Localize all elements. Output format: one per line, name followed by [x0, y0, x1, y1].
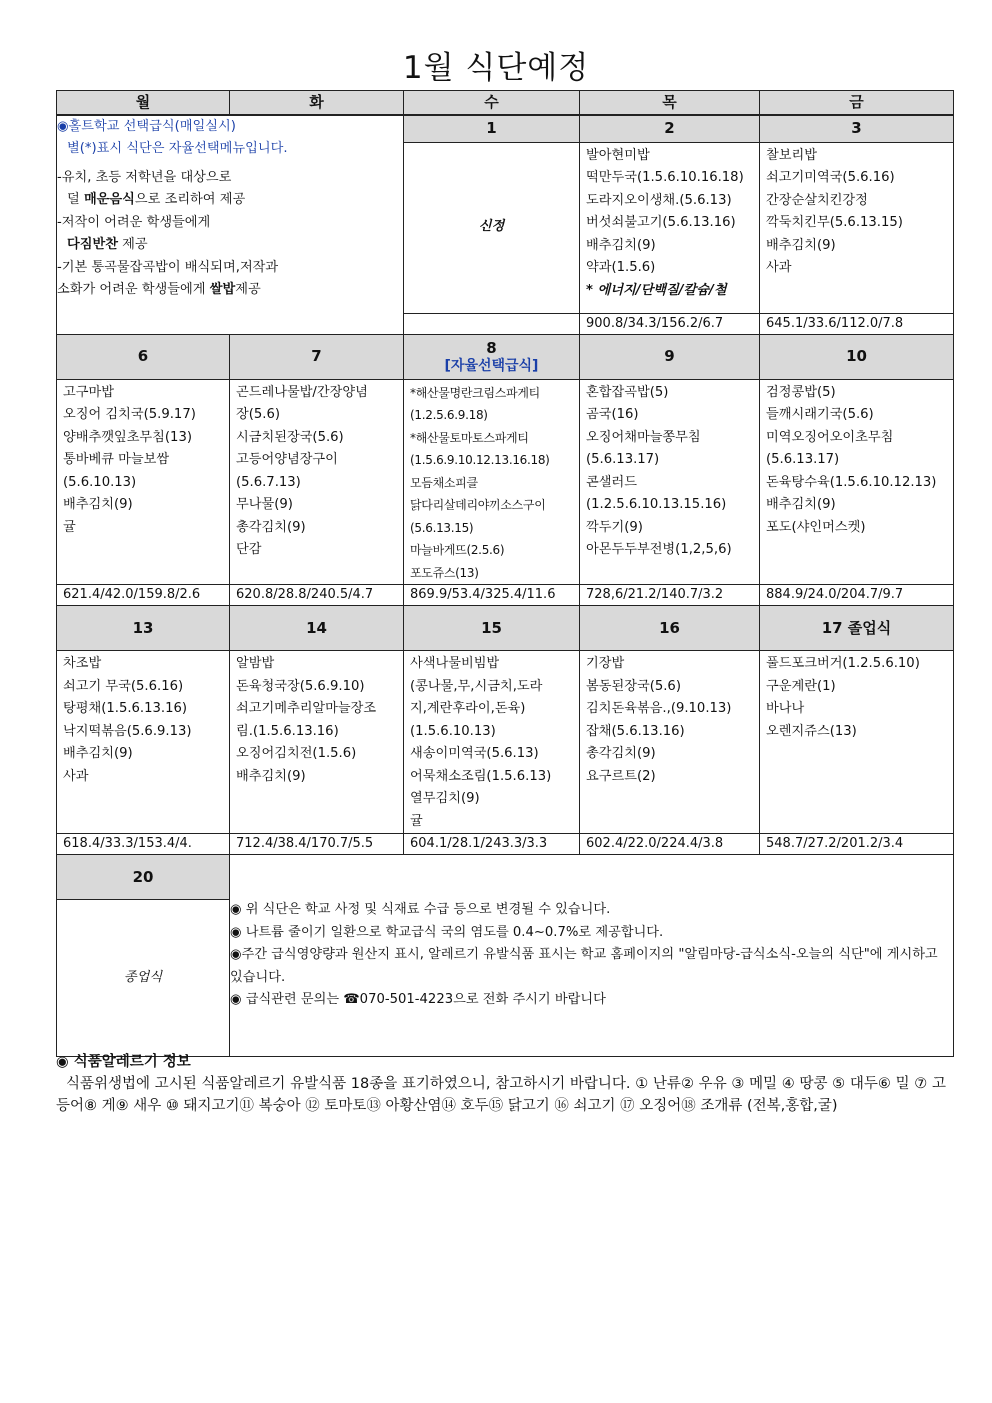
menu-item: 배추김치(9) [766, 497, 836, 512]
menu-item: (5.6.13.17) [766, 452, 840, 467]
weekday-wed: 수 [404, 91, 580, 115]
notice-line: 덜 매운음식으로 조리하여 제공 [67, 192, 246, 207]
nutrition-info: 869.9/53.4/325.4/11.6 [404, 585, 580, 606]
menu-item: 버섯쇠불고기(5.6.13.16) [586, 215, 736, 230]
menu-item: (1.2.5.6.10.13.15.16) [586, 497, 727, 512]
week3-nutrition-row [57, 834, 954, 855]
day-menu [57, 651, 230, 834]
menu-item: 도라지오이생채.(5.6.13) [586, 192, 732, 208]
day-number: 17 졸업식 [760, 606, 954, 651]
holiday-label: 신정 [404, 142, 580, 313]
day-menu [580, 651, 760, 834]
day-number: 14 [230, 606, 404, 651]
menu-item: 오징어 김치국(5.9.17) [63, 407, 196, 422]
notice-line: -기본 통곡물잡곡밥이 배식되며,저작과 [57, 259, 279, 275]
day-number: 13 [57, 606, 230, 651]
notice-line: 소화가 어려운 학생들에게 쌀밥제공 [57, 282, 261, 297]
menu-item: 사과 [63, 768, 89, 784]
weekday-fri: 금 [760, 91, 954, 115]
menu-item: 깍두기(9) [586, 519, 643, 535]
week2-nutrition-row [57, 585, 954, 606]
menu-item: 모듬채소피클 [410, 475, 478, 490]
menu-item: 탕평채(1.5.6.13.16) [63, 701, 188, 716]
notice-line: ◉주간 급식영양량과 원산지 표시, 알레르기 유발식품 표시는 학교 홈페이지의 "알림마당-급식소식-오늘의 식단"에 게시하고 있습니다. [230, 947, 938, 985]
day-number: 3 [760, 115, 954, 143]
menu-item: 통바베큐 마늘보쌈 [63, 452, 170, 467]
notice-line: ◉ 나트륨 줄이기 일환으로 학교급식 국의 염도를 0.4~0.7%로 제공합니다. [230, 924, 664, 940]
weekday-mon: 월 [57, 91, 230, 115]
day-number: 20 [57, 855, 230, 900]
menu-item: 림.(1.5.6.13.16) [236, 723, 339, 739]
nutrition-info: 620.8/28.8/240.5/4.7 [230, 585, 404, 606]
menu-item: 장(5.6) [236, 407, 281, 422]
menu-item: 양배추깻잎초무침(13) [63, 429, 192, 445]
menu-item: 알밤밥 [236, 656, 275, 671]
menu-item: 발아현미밥 [586, 147, 650, 163]
day-number: 2 [580, 115, 760, 143]
menu-item: 고구마밥 [63, 384, 114, 400]
menu-item: 열무김치(9) [410, 791, 480, 806]
menu-item: 쇠고기 무국(5.6.16) [63, 678, 184, 694]
notice-line: -유치, 초등 저학년을 대상으로 [57, 169, 232, 185]
allergy-body: 식품위생법에 고시된 식품알레르기 유발식품 18종을 표기하였으니, 참고하시기 바랍니다. ① 난류② 우유 ③ 메밀 ④ 땅콩 ⑤ 대두⑥ 밀 ⑦ 고등어⑧ 게⑨ 새우 ⑩ 돼지고기⑪ 복숭아 ⑫ 토마토⑬ 아황산염⑭ 호두⑮ 닭고기 ⑯ 쇠고기 ⑰ 오징어⑱ 조개류 (전복,홍합,굴) [56, 1076, 946, 1114]
menu-item: 닭다리살데리야끼소스구이 [410, 498, 546, 512]
allergy-heading: ◉ 식품알레르기 정보 [56, 1054, 191, 1070]
menu-item: (1.2.5.6.9.18) [410, 408, 488, 422]
nutrition-info: 884.9/24.0/204.7/9.7 [760, 585, 954, 606]
menu-item: 쇠고기미역국(5.6.16) [766, 170, 895, 185]
menu-item: (1.5.6.9.10.12.13.16.18) [410, 453, 550, 467]
week4-daynum-row [57, 855, 954, 900]
day-number: 8 [자율선택급식] [404, 334, 580, 379]
notice-line: ◉홀트학교 선택급식(매일실시) [57, 118, 236, 134]
selection-meal-notice [57, 115, 404, 335]
menu-item: 오징어채마늘쫑무침 [586, 429, 701, 445]
weekday-thu: 목 [580, 91, 760, 115]
notice-line: ◉ 급식관련 문의는 ☎070-501-4223으로 전화 주시기 바랍니다 [230, 992, 606, 1008]
day-menu [760, 142, 954, 313]
closing-ceremony-label: 종업식 [57, 900, 230, 1057]
menu-item: *해산물토마토스파게티 [410, 430, 529, 445]
nutrition-info: 604.1/28.1/243.3/3.3 [404, 834, 580, 855]
menu-item: 무나물(9) [236, 497, 293, 512]
week2-menu-row [57, 379, 954, 585]
menu-item: 구운계란(1) [766, 678, 836, 694]
weekday-header-row [57, 91, 954, 115]
menu-item: 지,계란후라이,돈육) [410, 701, 526, 716]
week1-daynum-row [57, 115, 954, 143]
nutrition-legend: * 에너지/단백질/칼슘/철 [586, 282, 727, 298]
menu-item: 들깨시래기국(5.6) [766, 407, 874, 422]
allergy-info [56, 1051, 946, 1117]
week2-daynum-row [57, 334, 954, 379]
menu-item: 돈육탕수육(1.5.6.10.12.13) [766, 474, 937, 490]
menu-item: 귤 [63, 519, 76, 535]
day-number: 10 [760, 334, 954, 379]
menu-item: 단감 [236, 542, 262, 557]
page-title: 1월 식단예정 [402, 50, 590, 86]
nutrition-info: 621.4/42.0/159.8/2.6 [57, 585, 230, 606]
weekday-tue: 화 [230, 91, 404, 115]
menu-item: (5.6.10.13) [63, 474, 137, 490]
nutrition-info: 602.4/22.0/224.4/3.8 [580, 834, 760, 855]
menu-item: 풀드포크버거(1.2.5.6.10) [766, 656, 920, 671]
menu-item: 포도(샤인머스켓) [766, 519, 866, 535]
nutrition-info: 548.7/27.2/201.2/3.4 [760, 834, 954, 855]
menu-item: 사과 [766, 260, 792, 275]
general-notices [230, 855, 954, 1057]
menu-item: 오렌지쥬스(13) [766, 723, 857, 739]
nutrition-info [404, 313, 580, 334]
day-menu [404, 651, 580, 834]
day-number: 7 [230, 334, 404, 379]
menu-item: 배추김치(9) [766, 237, 836, 253]
menu-item: *해산물명란크림스파게티 [410, 385, 540, 400]
notice-line: 별(*)표시 식단은 자율선택메뉴입니다. [67, 141, 288, 156]
menu-item: (콩나물,무,시금치,도라 [410, 678, 543, 694]
notice-line: 다짐반찬 제공 [67, 237, 148, 252]
day-menu [760, 379, 954, 585]
menu-item: 혼합잡곡밥(5) [586, 384, 669, 400]
menu-item: 곰국(16) [586, 407, 639, 422]
day-number: 15 [404, 606, 580, 651]
menu-item: 찰보리밥 [766, 147, 817, 163]
day-number: 9 [580, 334, 760, 379]
notice-line: -저작이 어려운 학생들에게 [57, 214, 211, 230]
day-number: 16 [580, 606, 760, 651]
menu-item: 배추김치(9) [63, 497, 133, 512]
week3-menu-row [57, 651, 954, 834]
menu-item: 간장순살치킨강정 [766, 192, 868, 208]
menu-item: 새송이미역국(5.6.13) [410, 746, 539, 761]
menu-item: 어묵채소조림(1.5.6.13) [410, 768, 552, 784]
menu-item: 낙지떡볶음(5.6.9.13) [63, 723, 192, 739]
menu-item: 배추김치(9) [236, 768, 306, 784]
menu-item: (1.5.6.10.13) [410, 723, 496, 739]
day-menu [230, 379, 404, 585]
menu-item: 요구르트(2) [586, 768, 656, 784]
menu-item: 총각김치(9) [586, 746, 656, 761]
menu-item: 검정콩밥(5) [766, 384, 836, 400]
day-menu [57, 379, 230, 585]
menu-item: 콘샐러드 [586, 474, 637, 490]
nutrition-info: 900.8/34.3/156.2/6.7 [580, 313, 760, 334]
menu-item: 배추김치(9) [63, 746, 133, 761]
day-number: 6 [57, 334, 230, 379]
menu-item: 오징어김치전(1.5.6) [236, 746, 357, 761]
menu-item: 마늘바게뜨(2.5.6) [410, 543, 505, 557]
menu-item: 사색나물비빔밥 [410, 656, 500, 671]
menu-item: 미역오징어오이초무침 [766, 429, 894, 445]
menu-item: (5.6.13.17) [586, 452, 660, 467]
menu-item: 떡만두국(1.5.6.10.16.18) [586, 170, 744, 185]
menu-item: 곤드레나물밥/간장양념 [236, 384, 368, 400]
menu-item: 약과(1.5.6) [586, 260, 656, 275]
menu-item: 돈육청국장(5.6.9.10) [236, 678, 365, 694]
nutrition-info: 645.1/33.6/112.0/7.8 [760, 313, 954, 334]
menu-item: 바나나 [766, 701, 805, 716]
menu-item: 배추김치(9) [586, 237, 656, 253]
menu-item: 차조밥 [63, 656, 102, 671]
menu-item: 총각김치(9) [236, 519, 306, 535]
menu-item: 봄동된장국(5.6) [586, 678, 681, 694]
nutrition-info: 728,6/21.2/140.7/3.2 [580, 585, 760, 606]
day-number: 1 [404, 115, 580, 143]
nutrition-info: 712.4/38.4/170.7/5.5 [230, 834, 404, 855]
day-menu [404, 379, 580, 585]
day-menu [230, 651, 404, 834]
day-menu [580, 142, 760, 313]
menu-item: 김치돈육볶음.,(9.10.13) [586, 701, 732, 716]
nutrition-info: 618.4/33.3/153.4/4. [57, 834, 230, 855]
day-menu [760, 651, 954, 834]
menu-item: 깍둑치킨무(5.6.13.15) [766, 215, 903, 230]
menu-table [56, 90, 954, 1057]
event-label: [자율선택급식] [444, 357, 539, 374]
menu-item: 시금치된장국(5.6) [236, 429, 344, 445]
week3-daynum-row [57, 606, 954, 651]
notice-line: ◉ 위 식단은 학교 사정 및 식재료 수급 등으로 변경될 수 있습니다. [230, 902, 611, 918]
menu-item: 아몬두두부전병(1,2,5,6) [586, 542, 732, 557]
menu-item: (5.6.13.15) [410, 520, 474, 535]
menu-item: 귤 [410, 813, 423, 829]
menu-item: 잡채(5.6.13.16) [586, 723, 685, 739]
menu-item: 포도쥬스(13) [410, 565, 479, 580]
menu-item: 쇠고기메추리알마늘장조 [236, 701, 377, 716]
menu-item: 고등어양념장구이 [236, 452, 338, 467]
menu-item: 기장밥 [586, 656, 625, 671]
menu-item: (5.6.7.13) [236, 474, 301, 490]
day-menu [580, 379, 760, 585]
